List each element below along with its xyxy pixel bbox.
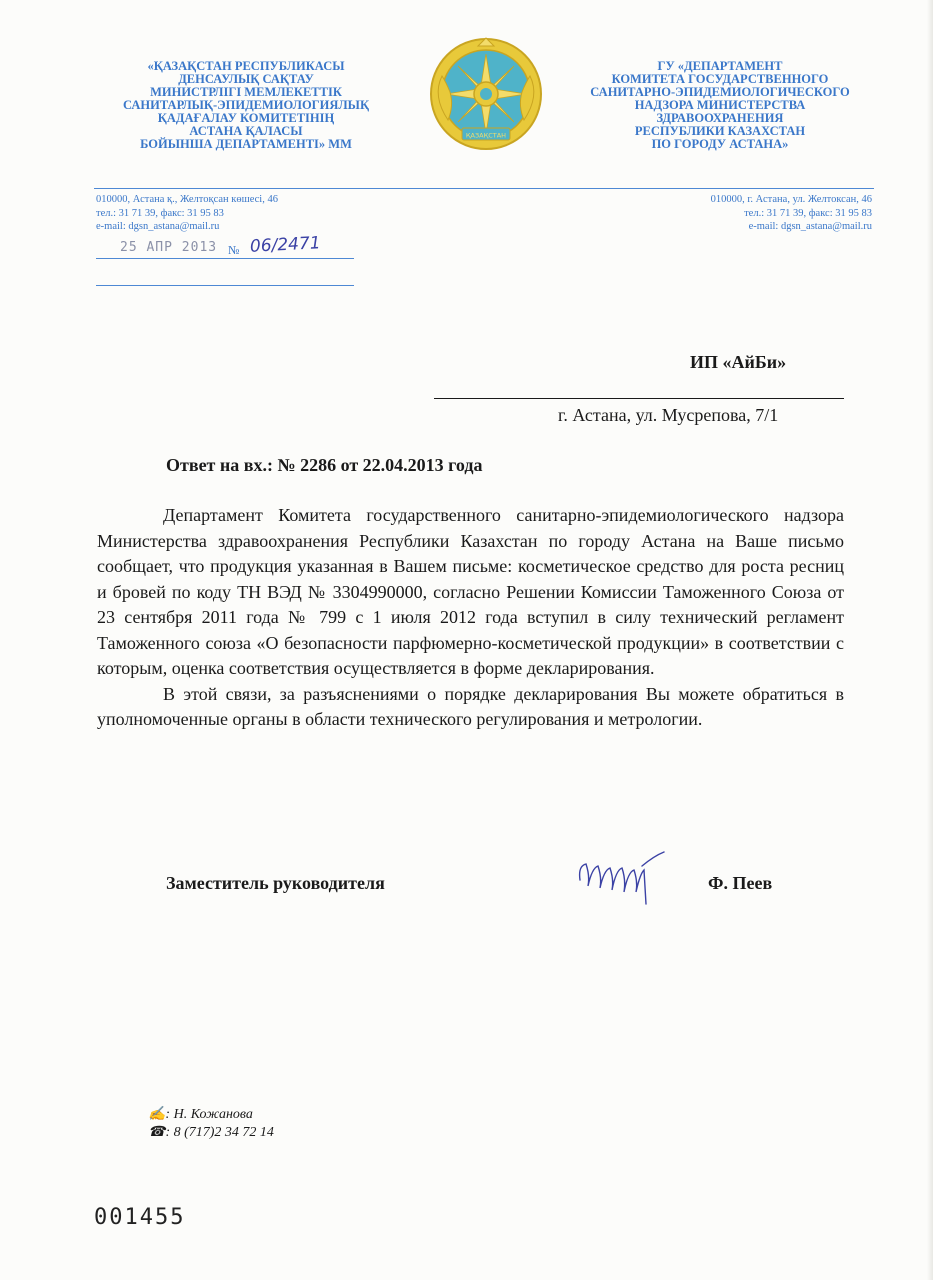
address-line: тел.: 31 71 39, факс: 31 95 83	[96, 207, 224, 219]
header-line: САНИТАРНО-ЭПИДЕМИОЛОГИЧЕСКОГО	[590, 85, 850, 99]
signatory-name: Ф. Пеев	[708, 873, 773, 893]
header-line: РЕСПУБЛИКИ КАЗАХСТАН	[634, 124, 806, 138]
header-line: БОЙЫНША ДЕПАРТАМЕНТІ» ММ	[140, 137, 352, 151]
header-line: АСТАНА ҚАЛАСЫ	[189, 124, 303, 138]
registration-number: 06/2471	[249, 233, 322, 257]
header-line: САНИТАРЛЫҚ-ЭПИДЕМИОЛОГИЯЛЫҚ	[122, 98, 370, 112]
handwritten-signature	[574, 846, 670, 910]
header-line: «ҚАЗАҚСТАН РЕСПУБЛИКАСЫ	[147, 59, 345, 73]
address-kazakh	[96, 193, 278, 234]
scan-edge-shadow	[927, 0, 933, 1280]
recipient-name: ИП «АйБи»	[690, 352, 787, 372]
reply-reference: Ответ на вх.: № 2286 от 22.04.2013 года	[166, 455, 483, 475]
header-line: НАДЗОРА МИНИСТЕРСТВА	[634, 98, 806, 112]
header-line: ГУ «ДЕПАРТАМЕНТ	[657, 59, 783, 73]
body-paragraph: В этой связи, за разъяснениями о порядке декларирования Вы можете обратиться в уполномоченные органы в области технического регулирования и метрологии.	[97, 683, 844, 729]
emblem-label: ҚАЗАҚСТАН	[465, 131, 507, 140]
executor-name: ✍: Н. Кожанова	[148, 1107, 253, 1122]
address-line: 010000, г. Астана, ул. Желтоксан, 46	[710, 194, 872, 205]
header-russian	[560, 60, 880, 151]
letter-body	[97, 503, 844, 733]
header-line: КОМИТЕТА ГОСУДАРСТВЕННОГО	[611, 72, 829, 86]
address-line: 010000, Астана қ., Желтоқсан көшесі, 46	[96, 194, 278, 205]
address-line: тел.: 31 71 39, факс: 31 95 83	[744, 207, 872, 219]
registration-date-stamp: 25 АПР 2013	[120, 240, 218, 255]
executor-phone: ☎: 8 (717)2 34 72 14	[148, 1125, 274, 1140]
recipient-divider	[434, 398, 844, 399]
header-line: ҚАДАҒАЛАУ КОМИТЕТІНІҢ	[157, 111, 335, 125]
address-russian	[600, 193, 872, 234]
header-line: ДЕНСАУЛЫҚ САҚТАУ	[178, 72, 314, 86]
registration-number-label: №	[228, 243, 240, 257]
recipient-address: г. Астана, ул. Мусрепова, 7/1	[558, 405, 779, 425]
registration-line	[96, 258, 354, 259]
signatory-title: Заместитель руководителя	[166, 873, 385, 893]
header-kazakh	[96, 60, 396, 151]
header-line: ПО ГОРОДУ АСТАНА»	[651, 137, 789, 151]
state-emblem-icon	[428, 36, 544, 152]
header-divider	[94, 188, 874, 189]
body-paragraph: Департамент Комитета государственного санитарно-эпидемиологического надзора Министерства здравоохранения Республики Казахстан по городу Астана на Ваше письмо сообщает, что продукция указанная в Вашем письме: косметическое средство для роста ресниц и бровей по коду ТН ВЭД № 3304990000, согласно Решении Комиссии Таможенного Союза от 23 сентября 2011 года № 799 с 1 июля 2012 года вступил в силу технический регламент Таможенного союза «О безопасности парфюмерно-косметической продукции» в соответствии с которым, оценка соответствия осуществляется в форме декларирования.	[97, 505, 844, 678]
header-line: МИНИСТРЛІГІ МЕМЛЕКЕТТІК	[150, 85, 342, 99]
address-line: e-mail: dgsn_astana@mail.ru	[748, 221, 872, 232]
registration-line	[96, 285, 354, 286]
address-line: e-mail: dgsn_astana@mail.ru	[96, 221, 220, 232]
form-serial-number: 001455	[94, 1205, 186, 1230]
header-line: ЗДРАВООХРАНЕНИЯ	[656, 111, 784, 125]
